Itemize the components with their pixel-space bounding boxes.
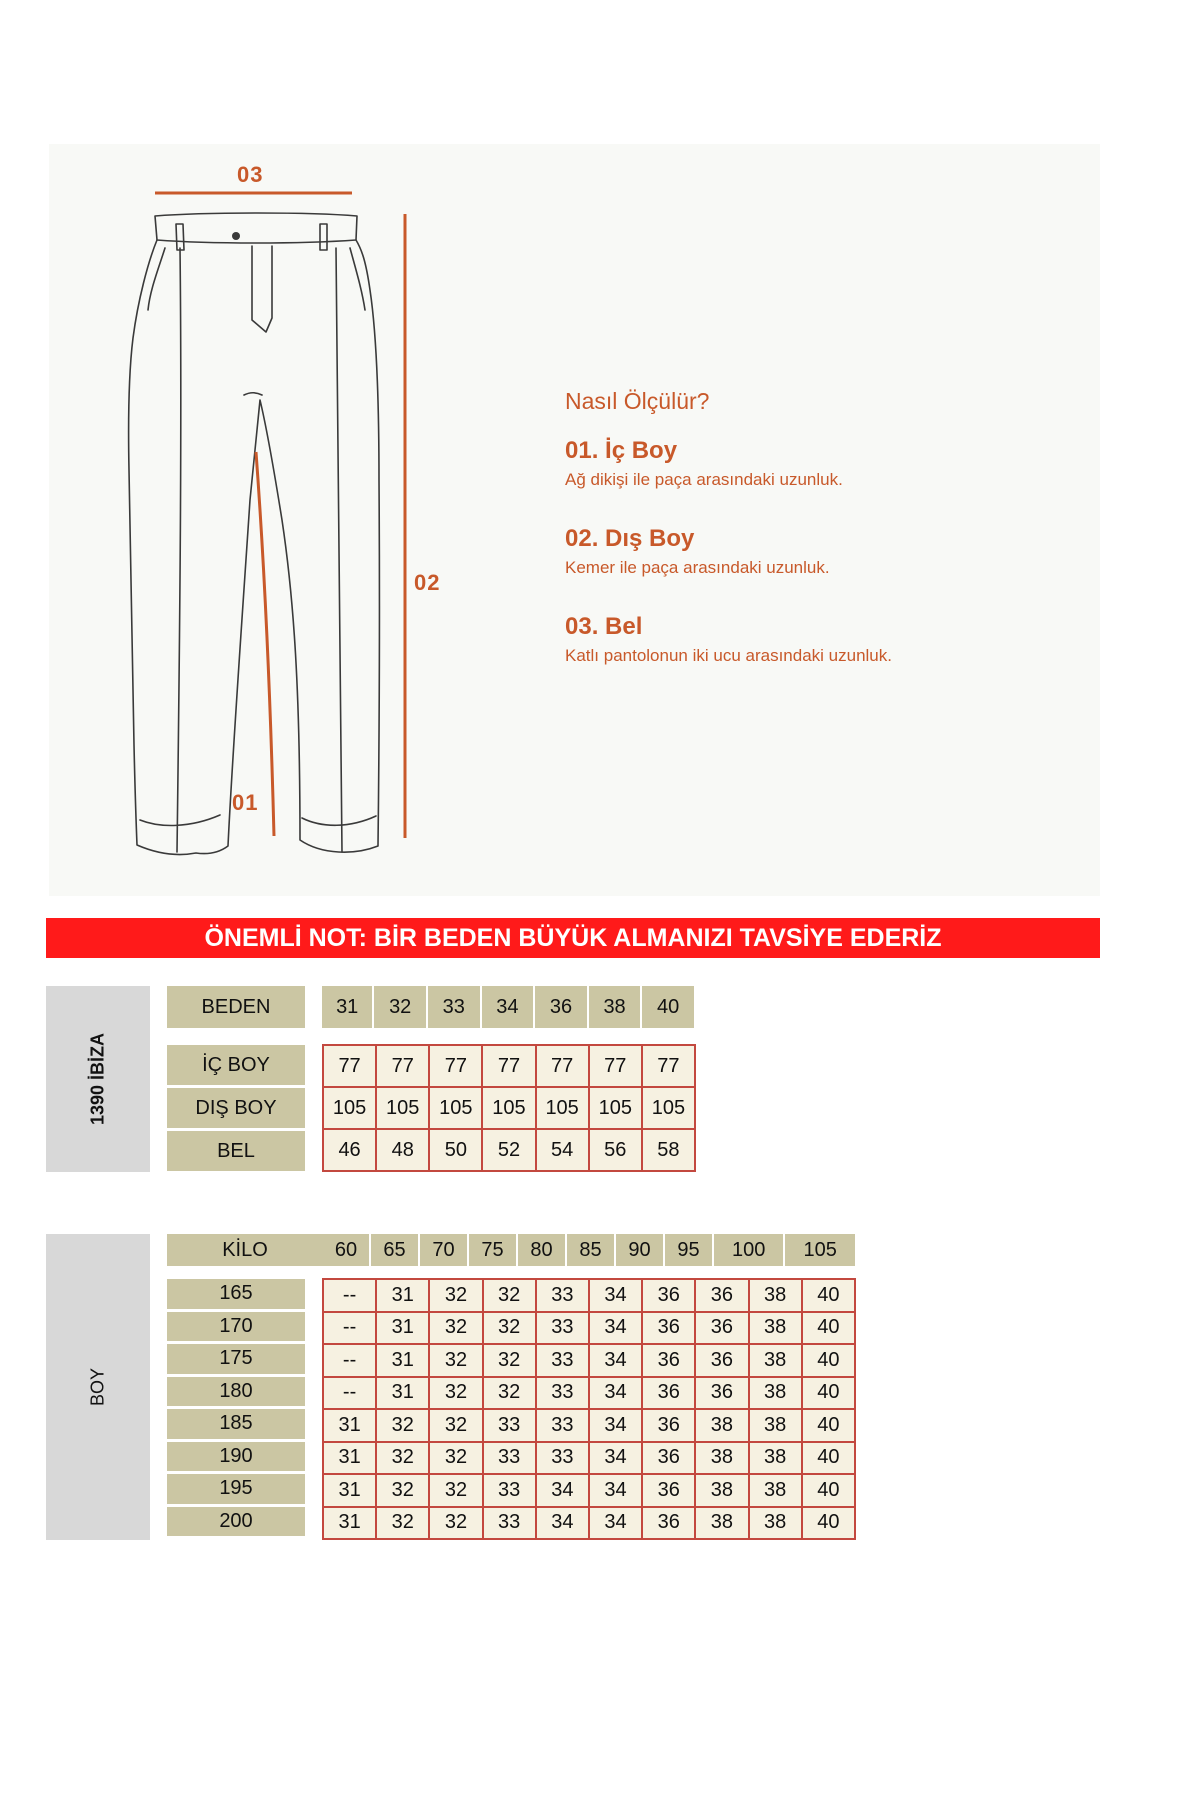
table-cell: 33 [536,1377,589,1410]
header-cell: 100 [713,1234,784,1266]
table-cell: 32 [429,1507,482,1540]
table-cell: 40 [802,1312,855,1345]
cuff-left [140,815,220,825]
table-cell: 36 [642,1409,695,1442]
table-cell: -- [323,1279,376,1312]
row-label: 190 [167,1442,305,1475]
table-cell: 36 [695,1344,748,1377]
table-row [323,1474,855,1507]
how-to-title: Nasıl Ölçülür? [565,388,710,414]
table-cell: 105 [589,1087,642,1129]
table-cell: 33 [536,1312,589,1345]
table-cell: 33 [536,1279,589,1312]
table-row [323,1312,855,1345]
table-cell: 38 [749,1312,802,1345]
table-cell: 58 [642,1129,695,1171]
table-row [323,1377,855,1410]
table-cell: 32 [483,1279,536,1312]
row-label: 195 [167,1474,305,1507]
header-cell: 32 [373,986,427,1028]
table-cell: 34 [589,1442,642,1475]
table-cell: 77 [376,1045,429,1087]
table-cell: 32 [429,1377,482,1410]
table-cell: 33 [483,1442,536,1475]
table-cell: 77 [536,1045,589,1087]
row-label: 180 [167,1377,305,1410]
table-cell: 38 [695,1474,748,1507]
table-cell: 32 [429,1409,482,1442]
table-row [323,1344,855,1377]
table-cell: 38 [695,1442,748,1475]
table-cell: 54 [536,1129,589,1171]
size-header-label: BEDEN [167,986,305,1028]
table-cell: 31 [376,1312,429,1345]
table-cell: 31 [376,1279,429,1312]
table-cell: -- [323,1344,376,1377]
table-cell: 36 [642,1507,695,1540]
table-cell: 105 [642,1087,695,1129]
table-cell: 32 [429,1312,482,1345]
table-row [323,1087,695,1129]
header-cell: 75 [468,1234,517,1266]
table-cell: 32 [483,1344,536,1377]
table-cell: 77 [429,1045,482,1087]
table-cell: -- [323,1312,376,1345]
belt-loop-right [320,224,327,250]
header-cell: 60 [323,1234,370,1266]
table-row [323,1507,855,1540]
table-row [323,1409,855,1442]
header-cell: 36 [534,986,588,1028]
header-cell: 95 [664,1234,713,1266]
row-label: DIŞ BOY [167,1088,305,1131]
table-cell: 32 [429,1279,482,1312]
table-cell: 31 [376,1344,429,1377]
header-cell: 31 [322,986,373,1028]
table-cell: 40 [802,1279,855,1312]
table-cell: 38 [749,1442,802,1475]
header-cell: 85 [566,1234,615,1266]
row-label: BEL [167,1131,305,1174]
row-label: 165 [167,1279,305,1312]
outseam-measure-label: 02 [414,570,441,595]
header-cell: 105 [784,1234,856,1266]
header-cell: 34 [481,986,535,1028]
table-cell: 40 [802,1442,855,1475]
table-cell: 77 [323,1045,376,1087]
table-row [323,1045,695,1087]
table-cell: 33 [483,1474,536,1507]
inseam-measure-label: 01 [232,790,259,815]
height-axis-label: BOY [87,1367,108,1407]
table-cell: 52 [482,1129,535,1171]
header-cell: 65 [370,1234,419,1266]
how-to-measure [565,388,1085,701]
inseam-measure-line [256,452,274,836]
table-cell: 38 [695,1507,748,1540]
size-row-labels [167,1045,305,1174]
row-label: 170 [167,1312,305,1345]
table-cell: 34 [589,1409,642,1442]
header-cell: 40 [641,986,695,1028]
table-cell: 40 [802,1474,855,1507]
table-cell: 34 [589,1279,642,1312]
important-note-banner: ÖNEMLİ NOT: BİR BEDEN BÜYÜK ALMANIZI TAVSİYE EDERİZ [46,918,1100,958]
table-cell: 77 [642,1045,695,1087]
table-cell: 38 [749,1377,802,1410]
header-cell: 70 [419,1234,468,1266]
table-cell: 36 [642,1377,695,1410]
table-cell: 32 [429,1474,482,1507]
table-cell: 77 [589,1045,642,1087]
fly [252,246,272,332]
table-cell: 36 [695,1312,748,1345]
table-cell: 40 [802,1409,855,1442]
size-header-row [322,986,696,1028]
table-cell: 36 [642,1312,695,1345]
height-side-label [46,1234,150,1540]
cuff-right [302,816,376,825]
table-cell: 105 [482,1087,535,1129]
outseam-title: 02. Dış Boy [565,525,695,552]
table-cell: 36 [642,1279,695,1312]
table-cell: 34 [536,1507,589,1540]
table-cell: 34 [536,1474,589,1507]
table-cell: 40 [802,1507,855,1540]
table-cell: 32 [376,1474,429,1507]
size-table [322,1044,696,1172]
table-cell: 40 [802,1377,855,1410]
crotch-seam [244,393,262,395]
header-cell: 38 [588,986,642,1028]
table-cell: 105 [376,1087,429,1129]
table-cell: 34 [589,1312,642,1345]
row-label: 175 [167,1344,305,1377]
table-row [323,1442,855,1475]
table-cell: 36 [642,1474,695,1507]
table-cell: 32 [483,1377,536,1410]
table-cell: 105 [536,1087,589,1129]
belt-loop-left [176,224,184,250]
model-side-label [46,986,150,1172]
table-cell: 32 [429,1442,482,1475]
table-cell: 56 [589,1129,642,1171]
table-cell: 33 [536,1409,589,1442]
table-cell: 50 [429,1129,482,1171]
table-cell: 38 [749,1279,802,1312]
inseam-title: 01. İç Boy [565,437,678,464]
table-cell: 40 [802,1344,855,1377]
row-label: 200 [167,1507,305,1540]
table-cell: 34 [589,1507,642,1540]
table-cell: 105 [323,1087,376,1129]
inseam-desc: Ağ dikişi ile paça arasındaki uzunluk. [565,470,843,489]
row-label: 185 [167,1409,305,1442]
table-cell: 34 [589,1377,642,1410]
table-cell: 46 [323,1129,376,1171]
table-cell: 36 [695,1377,748,1410]
table-cell: 105 [429,1087,482,1129]
crease-right [336,248,342,852]
table-cell: 32 [483,1312,536,1345]
weight-header-label: KİLO [167,1234,323,1266]
table-cell: 32 [376,1507,429,1540]
table-row [323,1279,855,1312]
table-cell: 31 [323,1442,376,1475]
table-cell: 36 [642,1442,695,1475]
header-cell: 90 [615,1234,664,1266]
table-cell: 32 [429,1344,482,1377]
height-row-labels [167,1279,305,1539]
weight-height-table [322,1278,856,1540]
model-name: 1390 İBİZA [87,1032,108,1126]
weight-header-row [323,1234,857,1266]
table-cell: 38 [749,1474,802,1507]
table-cell: 31 [376,1377,429,1410]
table-row [323,1129,695,1171]
table-cell: 48 [376,1129,429,1171]
table-cell: 33 [536,1442,589,1475]
header-cell: 80 [517,1234,566,1266]
table-cell: -- [323,1377,376,1410]
table-cell: 36 [642,1344,695,1377]
table-cell: 34 [589,1344,642,1377]
outseam-desc: Kemer ile paça arasındaki uzunluk. [565,558,830,577]
table-cell: 33 [483,1409,536,1442]
table-cell: 31 [323,1474,376,1507]
table-cell: 34 [589,1474,642,1507]
table-cell: 32 [376,1442,429,1475]
table-cell: 33 [483,1507,536,1540]
table-cell: 38 [749,1344,802,1377]
waist-title: 03. Bel [565,613,643,640]
waist-desc: Katlı pantolonun iki ucu arasındaki uzunluk. [565,646,892,665]
table-cell: 33 [536,1344,589,1377]
table-cell: 36 [695,1279,748,1312]
crease-left [177,248,181,852]
table-cell: 38 [749,1507,802,1540]
header-cell: 33 [427,986,481,1028]
table-cell: 77 [482,1045,535,1087]
table-cell: 31 [323,1409,376,1442]
waist-button [232,232,240,240]
row-label: İÇ BOY [167,1045,305,1088]
table-cell: 32 [376,1409,429,1442]
table-cell: 31 [323,1507,376,1540]
table-cell: 38 [695,1409,748,1442]
waist-measure-label: 03 [237,162,264,187]
table-cell: 38 [749,1409,802,1442]
